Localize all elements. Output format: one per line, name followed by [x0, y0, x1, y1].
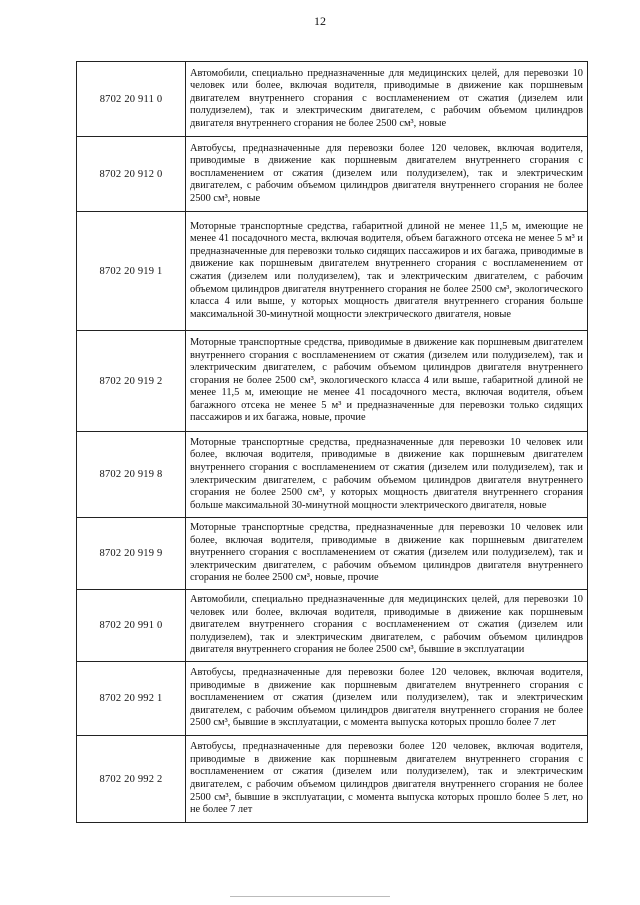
commodity-code: 8702 20 919 2 [77, 331, 186, 432]
commodity-code: 8702 20 919 8 [77, 432, 186, 518]
commodity-description: Моторные транспортные средства, приводимые в движение как поршневым двигателем внутреннего сгорания с воспламенением от сжатия (дизелем или полудизелем), так и электрическим двигателем, с рабочим объемом цилиндров двигателя внутреннего сгорания не более 2500 см³, экологического класса 4 или выше, габаритной длиной не менее 11,5 м, имеющие не менее 41 посадочного места, включая водителя, объем багажного отсека не менее 5 м³ и предназначенные для перевозки только сидящих пассажиров и их багажа, новые, прочие [186, 331, 588, 432]
commodity-code: 8702 20 919 1 [77, 212, 186, 331]
commodity-description: Моторные транспортные средства, габаритной длиной не менее 11,5 м, имеющие не менее 41 посадочного места, включая водителя, объем багажного отсека не менее 5 м³ и предназначенные для перевозки только сидящих пассажиров и их багажа, приводимые в движение как поршневым двигателем внутреннего сгорания с воспламенением от сжатия (дизелем или полудизелем), так и электрическим двигателем, с рабочим объемом цилиндров двигателя внутреннего сгорания не более 2500 см³, экологического класса 4 или выше, у которых мощность двигателя внутреннего сгорания больше максимальной 30-минутной мощности электрического двигателя, новые [186, 212, 588, 331]
commodity-code: 8702 20 992 1 [77, 662, 186, 736]
table-row [77, 736, 588, 823]
commodity-code: 8702 20 991 0 [77, 590, 186, 662]
commodity-code: 8702 20 992 2 [77, 736, 186, 823]
table-row [77, 518, 588, 590]
commodity-description: Автобусы, предназначенные для перевозки более 120 человек, включая водителя, приводимые в движение как поршневым двигателем внутреннего сгорания с воспламенением от сжатия (дизелем или полудизелем), так и электрическим двигателем, с рабочим объемом цилиндров двигателя внутреннего сгорания не более 2500 см³, новые [186, 137, 588, 212]
commodity-description: Моторные транспортные средства, предназначенные для перевозки 10 человек или более, включая водителя, приводимые в движение как поршневым двигателем внутреннего сгорания с воспламенением от сжатия (дизелем или полудизелем), так и электрическим двигателем, с рабочим объемом цилиндров двигателя внутреннего сгорания не более 2500 см³, новые, прочие [186, 518, 588, 590]
table-row [77, 212, 588, 331]
table-row [77, 662, 588, 736]
table-row [77, 331, 588, 432]
tariff-table [76, 61, 588, 823]
commodity-code: 8702 20 919 9 [77, 518, 186, 590]
table-row [77, 137, 588, 212]
table-row [77, 62, 588, 137]
commodity-description: Автомобили, специально предназначенные для медицинских целей, для перевозки 10 человек или более, включая водителя, приводимые в движение как поршневым двигателем внутреннего сгорания с воспламенением от сжатия (дизелем или полудизелем), так и электрическим двигателем, с рабочим объемом цилиндров двигателя внутреннего сгорания не более 2500 см³, бывшие в эксплуатации [186, 590, 588, 662]
page-number: 12 [314, 14, 326, 28]
commodity-description: Автобусы, предназначенные для перевозки более 120 человек, включая водителя, приводимые в движение как поршневым двигателем внутреннего сгорания с воспламенением от сжатия (дизелем или полудизелем), так и электрическим двигателем, с рабочим объемом цилиндров двигателя внутреннего сгорания не более 2500 см³, бывшие в эксплуатации, с момента выпуска которых прошло более 5 лет, но не более 7 лет [186, 736, 588, 823]
table-row [77, 432, 588, 518]
commodity-description: Автомобили, специально предназначенные для медицинских целей, для перевозки 10 человек или более, включая водителя, приводимые в движение как поршневым двигателем внутреннего сгорания с воспламенением от сжатия (дизелем или полудизелем), так и электрическим двигателем, с рабочим объемом цилиндров двигателя внутреннего сгорания не более 2500 см³, новые [186, 62, 588, 137]
commodity-description: Моторные транспортные средства, предназначенные для перевозки 10 человек или более, включая водителя, приводимые в движение как поршневым двигателем внутреннего сгорания с воспламенением от сжатия (дизелем или полудизелем), так и электрическим двигателем, с рабочим объемом цилиндров двигателя внутреннего сгорания не более 2500 см³, у которых мощность двигателя внутреннего сгорания больше максимальной 30-минутной мощности электрического двигателя, новые [186, 432, 588, 518]
commodity-code: 8702 20 912 0 [77, 137, 186, 212]
table-row [77, 590, 588, 662]
scan-edge-line [230, 896, 390, 897]
commodity-code: 8702 20 911 0 [77, 62, 186, 137]
commodity-description: Автобусы, предназначенные для перевозки более 120 человек, включая водителя, приводимые в движение как поршневым двигателем внутреннего сгорания с воспламенением от сжатия (дизелем или полудизелем), так и электрическим двигателем, с рабочим объемом цилиндров двигателя внутреннего сгорания не более 2500 см³, бывшие в эксплуатации, с момента выпуска которых прошло более 7 лет [186, 662, 588, 736]
